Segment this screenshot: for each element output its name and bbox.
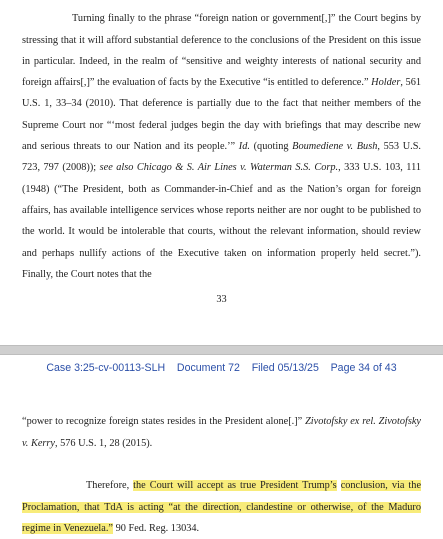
case-header-bar <box>0 355 443 379</box>
page-number: 33 <box>216 294 227 305</box>
paragraph-text: 90 Fed. Reg. 13034. <box>113 522 200 534</box>
highlighted-text: conclusion, via the Proclamation, that TdA is acting “at the direction, clandestine or otherwise, of the Maduro regime in Venezuela.” <box>22 480 422 534</box>
case-citation: Zivotofsky ex rel. Zivotofsky v. Kerry <box>22 416 421 449</box>
paragraph-recognition-power <box>22 411 421 454</box>
paragraph-text: (quoting <box>249 141 293 153</box>
document-page-bottom <box>0 379 443 534</box>
case-citation: Id. <box>238 141 250 153</box>
highlighted-text: the Court will accept as true President Trump’s <box>133 480 337 492</box>
case-citation: see also Chicago & S. Air Lines v. Waterman S.S. Corp. <box>99 162 339 174</box>
paragraph-text: Turning finally to the phrase “foreign nation or government[,]” the Court begins by stressing that it will afford substantial deference to the conclusions of the President on this issue in particular. Indeed, in the realm of “sensitive and weighty interests of national security and foreign affairs[,]” the evaluation of facts by the Executive “is entitled to deference.” <box>22 13 421 89</box>
paragraph-text: , 561 U.S. 1, 33–34 (2010). That deference is partially due to the fact that neither members of the Supreme Court nor “‘most federal judges begin the day with briefings that may describe new and serious threats to our Nation and its people.’” <box>22 77 421 153</box>
case-header-stamp: Case 3:25-cv-00113-SLH Document 72 Filed 05/13/25 Page 34 of 43 <box>46 362 397 374</box>
paragraph-text: , 333 U.S. 103, 111 (1948) (“The President, both as Commander-in-Chief and as the Nation’s organ for foreign affairs, has available intelligence services whose reports neither are nor ought to be published to the world. It would be intolerable that courts, without the relevant information, should review and perhaps nullify actions of the Executive taken on information properly held secret.”). Finally, the Court notes that the <box>22 162 421 280</box>
paragraph-text: “power to recognize foreign states resides in the President alone[.]” <box>22 416 306 428</box>
paragraph-text: , 553 U.S. 723, 797 (2008)); <box>22 141 422 174</box>
paragraph-text: , 576 U.S. 1, 28 (2015). <box>54 437 153 449</box>
page-break-divider <box>0 345 443 355</box>
paragraph-conclusion <box>22 475 421 539</box>
paragraph-text: Therefore, <box>86 480 134 492</box>
case-citation: Holder <box>371 77 401 89</box>
case-citation: Boumediene v. Bush <box>292 141 378 153</box>
paragraph-foreign-nation-deference <box>22 8 421 285</box>
